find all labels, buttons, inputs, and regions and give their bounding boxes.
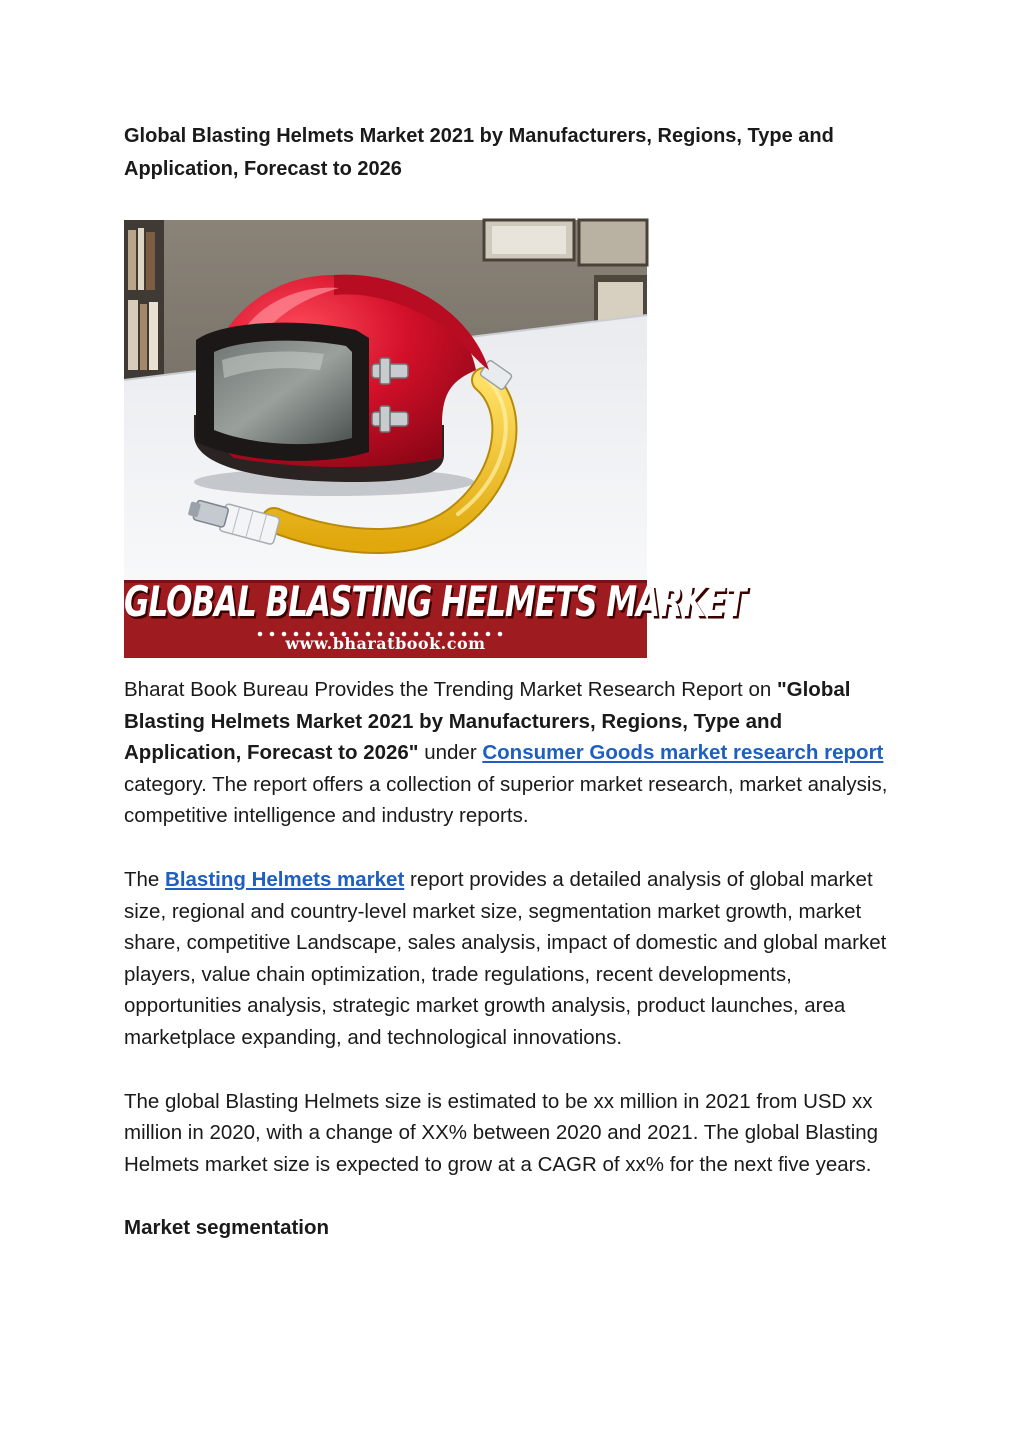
blasting-helmets-market-link[interactable]: Blasting Helmets market [165,867,405,891]
report-name: "Global Blasting Helmets Market 2021 by Manufacturers, Regions, Type and Application, Forecast to 2026" [124,678,851,765]
intro-under-text: under [418,741,483,765]
segmentation-heading: Market segmentation [124,1216,330,1240]
consumer-goods-report-link[interactable]: Consumer Goods market research report [482,741,884,765]
banner-title: GLOBAL BLASTING HELMETS MARKET [124,578,746,627]
analysis-tail-text: report provides a detailed analysis of global market size, regional and country-level market size, segmentation market growth, market share, competitive Landscape, sales analysis, impact of domestic and global market players, value chain optimization, trade regulations, recent developments, opportunities analysis, strategic market growth analysis, product launches, area marketplace expanding, and technological innovations. [124,867,887,1049]
analysis-paragraph [124,864,904,1054]
document-page [124,120,904,1244]
banner-url: www.bharatbook.com [285,634,486,653]
intro-lead-text: Bharat Book Bureau Provides the Trending Market Research Report on [124,678,777,701]
analysis-lead-text: The [124,867,166,891]
intro-paragraph [124,674,904,832]
market-size-paragraph: The global Blasting Helmets size is estimated to be xx million in 2021 from USD xx million in 2020, with a change of XX% between 2020 and 2021. The global Blasting Helmets market size is expected to grow at a CAGR of xx% for the next five years. [124,1089,879,1176]
document-title: Global Blasting Helmets Market 2021 by Manufacturers, Regions, Type and Application, Forecast to 2026 [124,125,834,180]
helmet-product-image [124,220,746,658]
intro-tail-text: category. The report offers a collection of superior market research, market analysis, competitive intelligence and industry reports. [124,772,888,828]
